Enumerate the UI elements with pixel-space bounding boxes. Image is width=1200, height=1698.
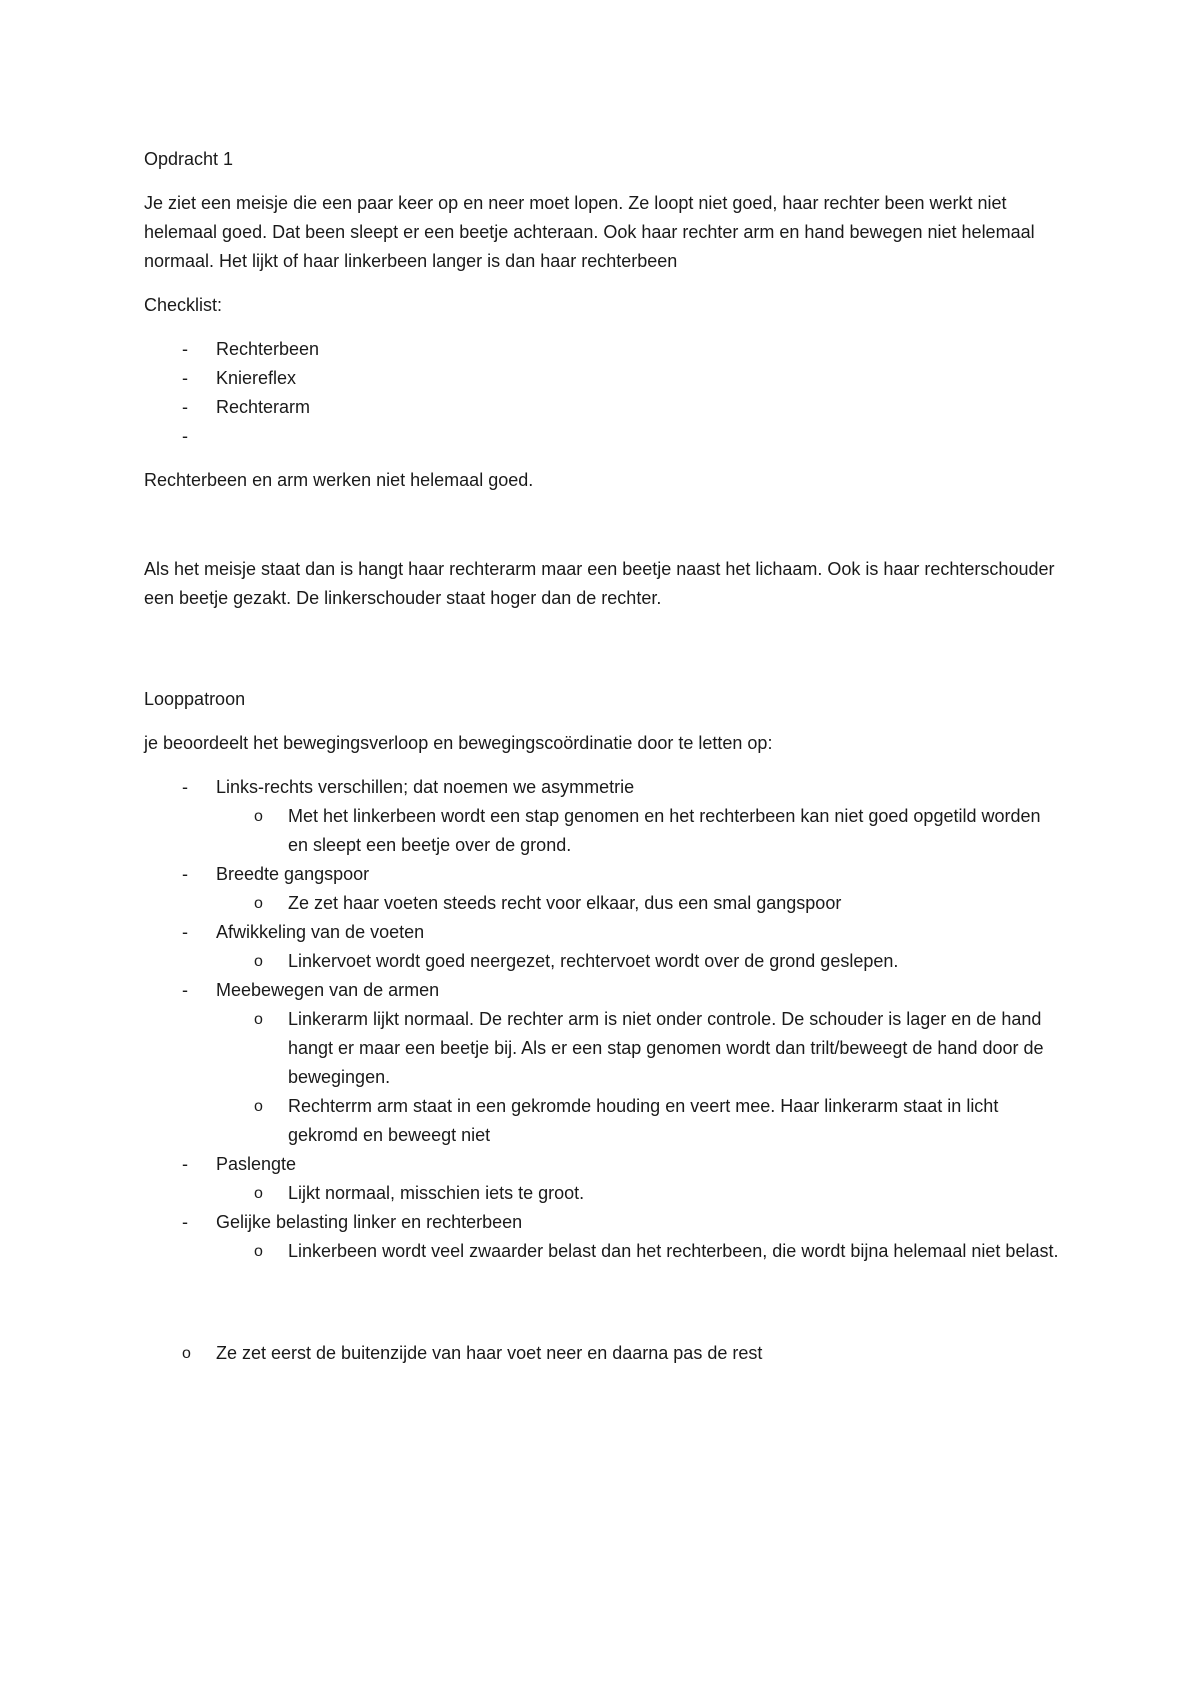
sub-list-item-text: Met het linkerbeen wordt een stap genomen en het rechterbeen kan niet goed opgetild worden en sleept een beetje over de grond. [288,806,1041,855]
list-item-text: Kniereflex [216,368,297,388]
gait-list [144,773,1064,1266]
dash-marker: - [182,1154,188,1174]
sub-list-item [216,889,1064,918]
list-item-text: Links-rechts verschillen; dat noemen we asymmetrie [216,777,635,797]
intro-paragraph: Je ziet een meisje die een paar keer op en neer moet lopen. Ze loopt niet goed, haar rechter been werkt niet helemaal goed. Dat been sleept er een beetje achteraan. Ook haar rechter arm en hand bewegen niet helemaal normaal. Het lijkt of haar linkerbeen langer is dan haar rechterbeen [144,193,1035,271]
circle-marker: o [182,1345,191,1362]
checklist [144,335,1064,451]
dash-marker: - [182,1212,188,1232]
observation-paragraph: Als het meisje staat dan is hangt haar rechterarm maar een beetje naast het lichaam. Ook is haar rechterschouder een beetje gezakt. De linkerschouder staat hoger dan de rechter. [144,559,1055,608]
list-item-text: Afwikkeling van de voeten [216,922,425,942]
sub-list-item [216,802,1064,860]
dash-marker: - [182,864,188,884]
gait-intro: je beoordeelt het bewegingsverloop en bewegingscoördinatie door te letten op: [144,733,773,753]
blank-lines [144,1281,1064,1339]
sub-list [216,947,1064,976]
final-sub-list [144,1339,1064,1368]
sub-list-item-text: Linkerbeen wordt veel zwaarder belast dan het rechterbeen, die wordt bijna helemaal niet belast. [288,1241,1059,1261]
checklist-label: Checklist: [144,295,223,315]
dash-marker: - [182,777,188,797]
list-item-text: Breedte gangspoor [216,864,370,884]
list-item [144,1208,1064,1266]
dash-marker: - [182,397,188,417]
circle-marker: o [254,953,263,970]
sub-list-item [216,1179,1064,1208]
sub-list [216,1179,1064,1208]
dash-marker: - [182,426,188,446]
list-item-text: Rechterbeen [216,339,320,359]
sub-list-item [144,1339,1064,1368]
sub-list-item [216,947,1064,976]
list-item [144,364,1064,393]
circle-marker: o [254,1243,263,1260]
sub-list-item [216,1237,1064,1266]
sub-list-item-text: Rechterrm arm staat in een gekromde houding en veert mee. Haar linkerarm staat in licht gekromd en beweegt niet [288,1096,999,1145]
sub-list-item [216,1005,1064,1092]
list-item [144,918,1064,976]
list-item [144,422,1064,451]
dash-marker: - [182,368,188,388]
dash-marker: - [182,980,188,1000]
sub-list [216,889,1064,918]
circle-marker: o [254,1011,263,1028]
circle-marker: o [254,895,263,912]
sub-list [216,1237,1064,1266]
circle-marker: o [254,1185,263,1202]
list-item-text: Paslengte [216,1154,297,1174]
circle-marker: o [254,808,263,825]
list-item [144,393,1064,422]
list-item [144,860,1064,918]
sub-list-item-text: Linkerarm lijkt normaal. De rechter arm is niet onder controle. De schouder is lager en de hand hangt er maar een beetje bij. Als er een stap genomen wordt dan trilt/beweegt de hand door de bewegingen. [288,1009,1044,1087]
document-title: Opdracht 1 [144,149,234,169]
dash-marker: - [182,922,188,942]
document-page [144,145,1064,1368]
sub-list [216,802,1064,860]
sub-list-item [216,1092,1064,1150]
list-item [144,773,1064,860]
dash-marker: - [182,339,188,359]
list-item-text: Rechterarm [216,397,311,417]
circle-marker: o [254,1098,263,1115]
gait-heading: Looppatroon [144,689,246,709]
list-item [144,335,1064,364]
list-item [144,1150,1064,1208]
sub-list [216,1005,1064,1150]
list-item [144,976,1064,1150]
sub-list-item-text: Lijkt normaal, misschien iets te groot. [288,1183,585,1203]
list-item-text: Meebewegen van de armen [216,980,440,1000]
list-item-text: Gelijke belasting linker en rechterbeen [216,1212,523,1232]
sub-list-item-text: Ze zet haar voeten steeds recht voor elkaar, dus een smal gangspoor [288,893,842,913]
sub-list-item-text: Linkervoet wordt goed neergezet, rechtervoet wordt over de grond geslepen. [288,951,899,971]
sub-list-item-text: Ze zet eerst de buitenzijde van haar voet neer en daarna pas de rest [216,1343,763,1363]
summary-paragraph: Rechterbeen en arm werken niet helemaal goed. [144,470,534,490]
